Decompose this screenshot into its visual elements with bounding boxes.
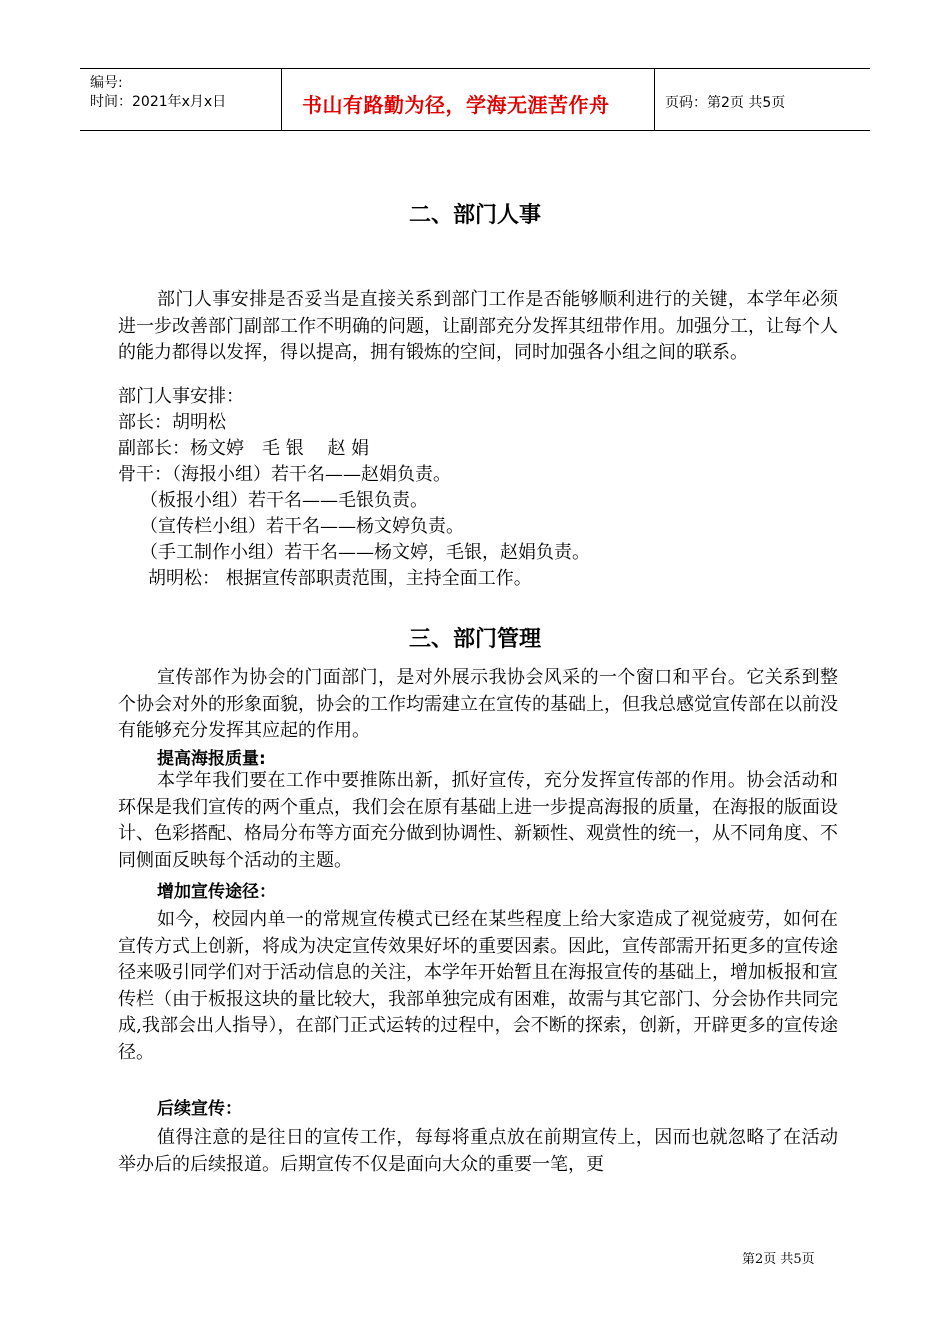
page-header	[80, 68, 870, 131]
header-motto-cell	[282, 69, 655, 130]
group-board-line: （板报小组）若干名——毛银负责。	[140, 490, 428, 511]
section-title-personnel: 二、部门人事	[408, 203, 541, 228]
followup-heading: 后续宣传：	[157, 1099, 242, 1119]
duty-line: 胡明松： 根据宣传部职责范围，主持全面工作。	[148, 568, 532, 589]
followup-paragraph: 值得注意的是往日的宣传工作，每每将重点放在前期宣传上，因而也就忽略了在活动举办后的后续报道。后期宣传不仅是面向大众的重要一笔，更	[118, 1127, 838, 1175]
document-date: 时间：2021年x月x日	[90, 94, 227, 110]
backbone-line: 骨干：（海报小组）若干名——赵娟负责。	[118, 464, 451, 485]
poster-quality-paragraph: 本学年我们要在工作中要推陈出新，抓好宣传，充分发挥宣传部的作用。协会活动和环保是我们宣传的两个重点，我们会在原有基础上进一步提高海报的质量，在海报的版面设计、色彩搭配、格局分布等方面充分做到协调性、新颖性、观赏性的统一，从不同角度、不同侧面反映每个活动的主题。	[118, 770, 838, 871]
minister-line: 部长：胡明松	[118, 412, 226, 433]
channels-paragraph: 如今，校园内单一的常规宣传模式已经在某些程度上给大家造成了视觉疲劳，如何在宣传方式上创新，将成为决定宣传效果好坏的重要因素。因此，宣传部需开拓更多的宣传途径来吸引同学们对于活动信息的关注，本学年开始暂且在海报宣传的基础上，增加板报和宣传栏（由于板报这块的量比较大，我部单独完成有困难，故需与其它部门、分会协作共同完成,我部会出人指导），在部门正式运转的过程中，会不断的探索，创新，开辟更多的宣传途径。	[118, 909, 838, 1063]
management-intro-paragraph: 宣传部作为协会的门面部门，是对外展示我协会风采的一个窗口和平台。它关系到整个协会对外的形象面貌，协会的工作均需建立在宣传的基础上，但我总感觉宣传部在以前没有能够充分发挥其应起的作用。	[118, 667, 838, 741]
vice-ministers-line: 副部长：杨文婷 毛 银 赵 娟	[118, 438, 370, 459]
group-column-line: （宣传栏小组）若干名——杨文婷负责。	[140, 516, 464, 537]
group-handmade-line: （手工制作小组）若干名——杨文婷，毛银，赵娟负责。	[140, 542, 590, 563]
personnel-intro-paragraph: 部门人事安排是否妥当是直接关系到部门工作是否能够顺利进行的关键，本学年必须进一步改善部门副部工作不明确的问题，让副部充分发挥其纽带作用。加强分工，让每个人的能力都得以发挥，得以提高，拥有锻炼的空间，同时加强各小组之间的联系。	[118, 289, 838, 363]
header-page-cell	[655, 69, 870, 130]
page-footer: 第2页 共5页	[742, 1252, 815, 1267]
header-page-code: 页码：第2页 共5页	[665, 95, 786, 111]
header-meta-cell	[80, 69, 282, 130]
poster-quality-heading: 提高海报质量:	[157, 749, 266, 769]
arrangement-label: 部门人事安排：	[118, 386, 244, 407]
section-title-management: 三、部门管理	[408, 627, 541, 652]
channels-heading: 增加宣传途径：	[157, 882, 276, 902]
header-motto: 书山有路勤为径，学海无涯苦作舟	[302, 93, 610, 117]
document-number-label: 编号:	[90, 75, 123, 91]
